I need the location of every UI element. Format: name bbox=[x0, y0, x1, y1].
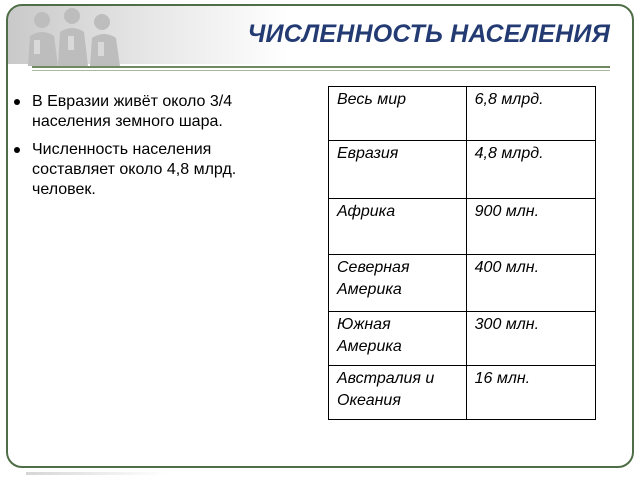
bullet-text: Численность населения составляет около 4,8 млрд. человек. bbox=[32, 141, 237, 198]
population-cell: 6,8 млрд. bbox=[466, 87, 595, 141]
region-cell: Австралия и Океания bbox=[329, 366, 467, 420]
footer-decoration bbox=[26, 472, 166, 475]
region-cell: Африка bbox=[329, 199, 467, 255]
region-cell: Южная Америка bbox=[329, 312, 467, 366]
slide-title: ЧИСЛЕННОСТЬ НАСЕЛЕНИЯ bbox=[247, 20, 610, 48]
slide-frame bbox=[6, 4, 634, 468]
population-cell: 4,8 млрд. bbox=[466, 141, 595, 199]
region-cell: Евразия bbox=[329, 141, 467, 199]
population-cell: 900 млн. bbox=[466, 199, 595, 255]
population-cell: 400 млн. bbox=[466, 255, 595, 312]
population-cell: 300 млн. bbox=[466, 312, 595, 366]
bullet-text: В Евразии живёт около 3/4 населения земного шара. bbox=[32, 93, 233, 130]
population-cell: 16 млн. bbox=[466, 366, 595, 420]
region-cell: Северная Америка bbox=[329, 255, 467, 312]
region-cell: Весь мир bbox=[329, 87, 467, 141]
